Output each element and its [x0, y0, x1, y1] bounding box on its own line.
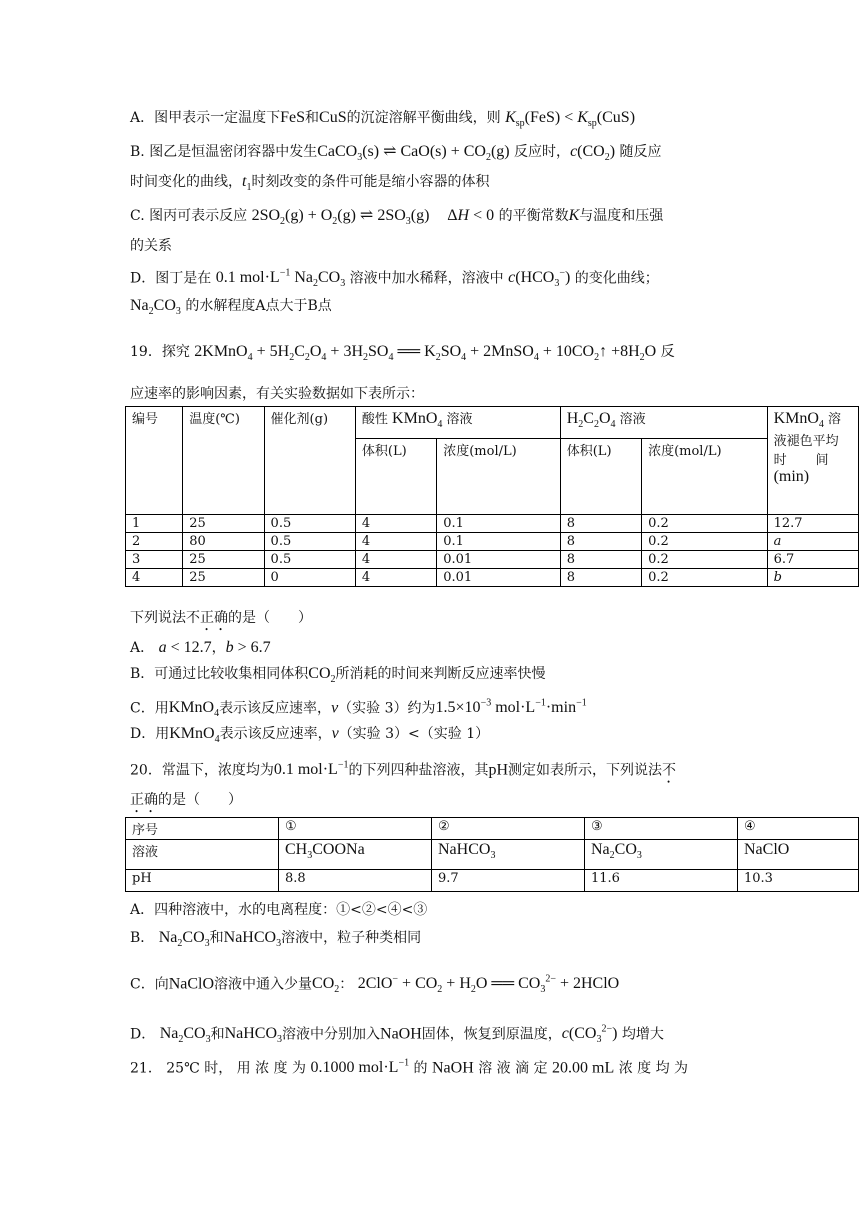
cell: 0.5	[264, 533, 355, 551]
q18-option-c-cont: 的关系	[130, 238, 172, 254]
cell: 4	[355, 533, 436, 551]
q20-option-b: B． $Na_2CO_3$和NaHCO$_3$溶液中，粒子种类相同	[130, 929, 422, 950]
cell: 0.01	[437, 551, 561, 569]
q19-header-conc2: 浓度(mol/L)	[642, 439, 768, 515]
q19-header-catalyst: 催化剂(g)	[264, 407, 355, 515]
q20-option-c: C．向NaClO溶液中通入少量$CO_2$： $2ClO^- + CO_2 + H_2O$ ══ $CO_3^{2-}$ + 2HClO	[130, 974, 620, 996]
cell: 8	[560, 515, 641, 533]
cell: $CH_3COONa$	[279, 840, 432, 870]
cell: 8	[560, 551, 641, 569]
cell: 1	[126, 515, 183, 533]
q18-option-d: D．图丁是在 0.1 $mol\cdot L^{-1}$ $Na_2CO_3$ 溶液中加水稀释，溶液中 $c(HCO_3^-)$ 的变化曲线；	[130, 268, 659, 290]
cell: 0.2	[642, 533, 768, 551]
table-row	[126, 840, 859, 870]
q19-header-temp: 温度(℃)	[183, 407, 264, 515]
q19-option-b: B．可通过比较收集相同体积$CO_2$所消耗的时间来判断反应速率快慢	[130, 665, 546, 686]
cell: 0.2	[642, 515, 768, 533]
table-row	[126, 569, 859, 587]
q19-option-c: C．用KMnO$_4$表示该反应速率，v（实验 3）约为$1.5\times 10^{-3}$ $mol\cdot L^{-1}\cdot\min^{-1}$	[130, 698, 587, 720]
q19-header-time: KMnO$_4$ 溶液褪色平均时 间 (min)	[767, 407, 858, 515]
q18-option-d-cont: $Na_2CO_3$ 的水解程度A点大于B点	[130, 297, 332, 318]
cell: ③	[585, 818, 738, 840]
cell: 25	[183, 515, 264, 533]
q19-header-vol1: 体积(L)	[355, 439, 436, 515]
cell: 8	[560, 569, 641, 587]
q19-header-vol2: 体积(L)	[560, 439, 641, 515]
q21-stem: 21． 25℃ 时， 用 浓 度 为 0.1000 $mol\cdot L^{-1}$ 的 NaOH 溶 液 滴 定 20.00 mL 浓 度 均 为	[130, 1058, 689, 1077]
q19-header-conc1: 浓度(mol/L)	[437, 439, 561, 515]
cell: 0.5	[264, 551, 355, 569]
q20-option-a: A．四种溶液中，水的电离程度：①<②<④<③	[130, 902, 428, 918]
table-row	[126, 551, 859, 569]
cell: 4	[355, 569, 436, 587]
cell: ②	[432, 818, 585, 840]
cell: 9.7	[432, 870, 585, 892]
cell: 25	[183, 551, 264, 569]
q20-table	[125, 817, 859, 892]
q19-table	[125, 406, 859, 587]
cell: 8.8	[279, 870, 432, 892]
cell: 溶液	[126, 840, 279, 870]
cell: 2	[126, 533, 183, 551]
table-row	[126, 533, 859, 551]
cell: ④	[738, 818, 859, 840]
cell: 12.7	[767, 515, 858, 533]
cell: 0.2	[642, 569, 768, 587]
cell: 11.6	[585, 870, 738, 892]
cell: 80	[183, 533, 264, 551]
cell: NaHCO$_3$	[432, 840, 585, 870]
q18-option-b: B. 图乙是恒温密闭容器中发生CaCO$_3$(s) ⇌ $CaO(s) + CO_2(g)$ 反应时，$c(CO_2)$ 随反应	[130, 143, 662, 164]
q18-option-c: C. 图丙可表示反应 $2SO_2(g) + O_2(g)$ ⇌ $2SO_3(g)$ ΔH < 0 的平衡常数K与温度和压强	[130, 207, 664, 228]
cell: 0.01	[437, 569, 561, 587]
q20-stem-cont: 正确的是（ ）	[130, 792, 242, 808]
cell: $Na_2CO_3$	[585, 840, 738, 870]
cell: 0.1	[437, 515, 561, 533]
cell: 0	[264, 569, 355, 587]
cell: 4	[126, 569, 183, 587]
q19-question: 下列说法不正确的是（ ）	[130, 610, 312, 626]
cell: 25	[183, 569, 264, 587]
cell: b	[767, 569, 858, 587]
q19-header-kmno4: 酸性 KMnO$_4$ 溶液	[355, 407, 560, 439]
table-row	[126, 818, 859, 840]
cell: 8	[560, 533, 641, 551]
q19-option-d: D．用KMnO$_4$表示该反应速率，v（实验 3）<（实验 1）	[130, 725, 490, 746]
q19-stem: 19．探究 2KMnO$_4$ + $5H_2C_2O_4 + 3H_2SO_4$ ══ $K_2SO_4$ + 2MnSO$_4$ + $10CO_2↑ +8H_2O$ 反	[130, 343, 675, 364]
cell: pH	[126, 870, 279, 892]
cell: ①	[279, 818, 432, 840]
q18-option-b-cont: 时间变化的曲线，$t_1$时刻改变的条件可能是缩小容器的体积	[130, 173, 490, 194]
q19-stem-cont: 应速率的影响因素，有关实验数据如下表所示：	[130, 386, 424, 402]
q19-header-id: 编号	[126, 407, 183, 515]
cell: 0.2	[642, 551, 768, 569]
cell: 0.1	[437, 533, 561, 551]
q19-option-a: A． a < 12.7，b > 6.7	[130, 639, 271, 656]
cell: 序号	[126, 818, 279, 840]
cell: 10.3	[738, 870, 859, 892]
q18-option-a: A．图甲表示一定温度下FeS和CuS的沉淀溶解平衡曲线，则 $K_{sp}(FeS) < K_{sp}(CuS)$	[130, 109, 636, 130]
table-row	[126, 870, 859, 892]
table-row	[126, 515, 859, 533]
cell: 3	[126, 551, 183, 569]
cell: NaClO	[738, 840, 859, 870]
q19-header-h2c2o4: $H_2C_2O_4$ 溶液	[560, 407, 767, 439]
q20-stem: 20．常温下，浓度均为0.1 $mol\cdot L^{-1}$的下列四种盐溶液，其pH测定如表所示，下列说法不	[130, 760, 677, 779]
cell: 6.7	[767, 551, 858, 569]
cell: 4	[355, 515, 436, 533]
cell: 4	[355, 551, 436, 569]
cell: 0.5	[264, 515, 355, 533]
cell: a	[767, 533, 858, 551]
q20-option-d: D． $Na_2CO_3$和NaHCO$_3$溶液中分别加入NaOH固体，恢复到原温度，$c(CO_3^{2-})$ 均增大	[130, 1024, 664, 1046]
